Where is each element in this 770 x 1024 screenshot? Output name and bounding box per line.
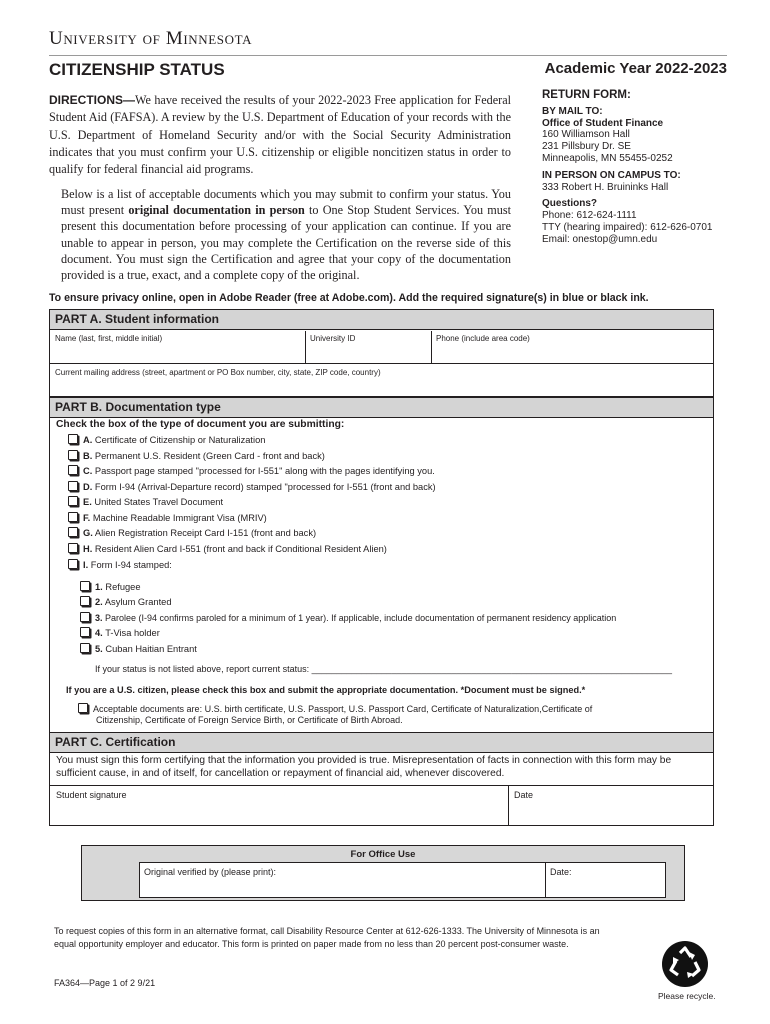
certification-text: You must sign this form certifying that the information you provided is true. Misrepresentation of facts in connection with this form may be sufficient cause, in and of itself, for cancellation or repayment of financial aid, whenever discovered. — [56, 755, 672, 779]
citizen-docs-line-2: Citizenship, Certificate of Foreign Service Birth, or Certificate of Birth Abroad. — [96, 715, 403, 725]
checkbox[interactable] — [78, 703, 88, 713]
part-c-heading: PART C. Certification — [50, 732, 713, 753]
sub-option-1[interactable]: 1. Refugee — [80, 581, 141, 592]
checkbox[interactable] — [80, 581, 90, 591]
option-h[interactable]: H. Resident Alien Card I-551 (front and back if Conditional Resident Alien) — [68, 543, 387, 554]
office-name: Office of Student Finance — [542, 117, 664, 129]
citizen-option[interactable] — [78, 703, 592, 714]
acceptable-documents-paragraph — [61, 186, 511, 283]
part-a-heading: PART A. Student information — [50, 310, 713, 330]
verified-by-field[interactable] — [144, 867, 539, 893]
part-a-section — [49, 309, 714, 397]
checkbox[interactable] — [68, 527, 78, 537]
return-form-heading: RETURN FORM: — [542, 89, 631, 101]
office-date-field[interactable] — [550, 867, 660, 893]
citizen-docs-line-1: Acceptable documents are: U.S. birth certificate, U.S. Passport, U.S. Passport Card, Certificate of Naturalization,Certificate of — [93, 704, 593, 714]
address-line-1: 160 Williamson Hall — [542, 129, 630, 141]
sub-option-3[interactable]: 3. Parolee (I-94 confirms paroled for a minimum of 1 year). If applicable, include documentation of permanent residency application — [80, 612, 616, 623]
checkbox[interactable] — [68, 465, 78, 475]
option-c[interactable]: C. Passport page stamped "processed for I-551" along with the pages identifying you. — [68, 465, 435, 476]
acceptable-text-2: to One Stop Student Services. You must present this documentation before processing of your application can continue. If you are unable to appear in person, you may complete the Certification on the reverse side of this document. You must sign the Certification and agree that your copy of the documentation provided is a true, exact, and a complete copy of the original. — [61, 203, 511, 283]
option-g[interactable]: G. Alien Registration Receipt Card I-151 (front and back) — [68, 527, 316, 538]
option-f[interactable]: F. Machine Readable Immigrant Visa (MRIV) — [68, 512, 267, 523]
university-logo: University of Minnesota — [49, 28, 253, 49]
signature-label: Student signature — [56, 790, 127, 800]
checkbox[interactable] — [80, 612, 90, 622]
mailing-address-label: Current mailing address (street, apartment or PO Box number, city, state, ZIP code, country) — [55, 368, 381, 377]
date-field[interactable] — [514, 790, 704, 822]
in-person-address: 333 Robert H. Bruininks Hall — [542, 181, 669, 193]
part-b-heading: PART B. Documentation type — [50, 397, 713, 418]
checkbox[interactable] — [80, 643, 90, 653]
questions-label: Questions? — [542, 198, 598, 210]
checkbox[interactable] — [80, 596, 90, 606]
acceptable-text-1: Below is a list of acceptable documents which you may submit to confirm your status. You must present — [61, 187, 511, 218]
option-b[interactable]: B. Permanent U.S. Resident (Green Card - front and back) — [68, 450, 325, 461]
name-field-label: Name (last, first, middle initial) — [55, 334, 163, 343]
citizen-note: If you are a U.S. citizen, please check this box and submit the appropriate documentation. *Document must be signed.* — [66, 685, 586, 695]
checkbox[interactable] — [68, 434, 78, 444]
in-person-label: IN PERSON ON CAMPUS TO: — [542, 169, 681, 181]
phone-contact: Phone: 612-624-1111 — [542, 210, 637, 222]
by-mail-label: BY MAIL TO: — [542, 105, 603, 117]
option-e[interactable]: E. United States Travel Document — [68, 496, 223, 507]
address-line-3: Minneapolis, MN 55455-0252 — [542, 152, 673, 164]
recycle-text: Please recycle. — [658, 991, 716, 1001]
university-id-label: University ID — [310, 334, 356, 343]
student-signature-field[interactable] — [56, 790, 496, 822]
option-a[interactable]: A. Certificate of Citizenship or Naturalization — [68, 434, 265, 445]
part-c-section — [49, 732, 714, 826]
office-use-heading: For Office Use — [350, 849, 416, 860]
phone-field[interactable] — [436, 334, 706, 362]
email-contact: Email: onestop@umn.edu — [542, 233, 658, 245]
checkbox[interactable] — [68, 496, 78, 506]
recycle-icon — [661, 940, 709, 993]
academic-year: Academic Year 2022-2023 — [544, 60, 727, 77]
option-i[interactable]: I. Form I-94 stamped: — [68, 559, 172, 570]
address-line-2: 231 Pillsbury Dr. SE — [542, 141, 631, 153]
directions-label: DIRECTIONS— — [49, 93, 136, 107]
acceptable-bold: original documentation in person — [128, 203, 305, 218]
sub-option-4[interactable]: 4. T-Visa holder — [80, 627, 160, 638]
checkbox[interactable] — [80, 627, 90, 637]
page-title: CITIZENSHIP STATUS — [49, 60, 225, 79]
date-label: Date — [514, 790, 534, 800]
header-divider — [49, 55, 727, 56]
checkbox[interactable] — [68, 559, 78, 569]
checkbox[interactable] — [68, 543, 78, 553]
checkbox[interactable] — [68, 450, 78, 460]
mailing-address-field[interactable] — [55, 368, 705, 392]
university-id-field[interactable] — [310, 334, 428, 362]
office-date-label: Date: — [550, 867, 572, 877]
checkbox[interactable] — [68, 512, 78, 522]
option-d[interactable]: D. Form I-94 (Arrival-Departure record) stamped "processed for I-551 (front and back) — [68, 481, 436, 492]
office-use-fields — [139, 862, 666, 898]
other-status-field[interactable]: If your status is not listed above, report current status: ________________________________________________________________________ — [95, 664, 672, 674]
part-b-instruction: Check the box of the type of document you are submitting: — [56, 419, 345, 430]
sub-option-2[interactable]: 2. Asylum Granted — [80, 596, 172, 607]
sub-option-5[interactable]: 5. Cuban Haitian Entrant — [80, 643, 197, 654]
footer-text: To request copies of this form in an alternative format, call Disability Resource Center at 612-626-1333. The University of Minnesota is an equal opportunity employer and educator. This form is printed on paper made from no less than 20 percent post-consumer waste. — [54, 926, 600, 949]
privacy-note: To ensure privacy online, open in Adobe Reader (free at Adobe.com). Add the required signature(s) in blue or black ink. — [49, 292, 649, 304]
phone-field-label: Phone (include area code) — [436, 334, 530, 343]
checkbox[interactable] — [68, 481, 78, 491]
return-form-panel — [542, 90, 742, 246]
tty-contact: TTY (hearing impaired): 612-626-0701 — [542, 221, 713, 233]
directions-paragraph — [49, 92, 511, 178]
directions-text: We have received the results of your 2022-2023 Free application for Federal Student Aid (FAFSA). A review by the U.S. Department of Education of your records with the U.S. Department of Homeland Security and/or with the Social Security Administration indicates that you must confirm your U.S. citizenship or eligible noncitizen status in order to qualify for federal financial aid programs. — [49, 93, 511, 177]
verified-by-label: Original verified by (please print): — [144, 867, 277, 877]
form-id: FA364—Page 1 of 2 9/21 — [54, 978, 156, 988]
part-b-section — [49, 397, 714, 733]
name-field[interactable] — [55, 334, 300, 362]
